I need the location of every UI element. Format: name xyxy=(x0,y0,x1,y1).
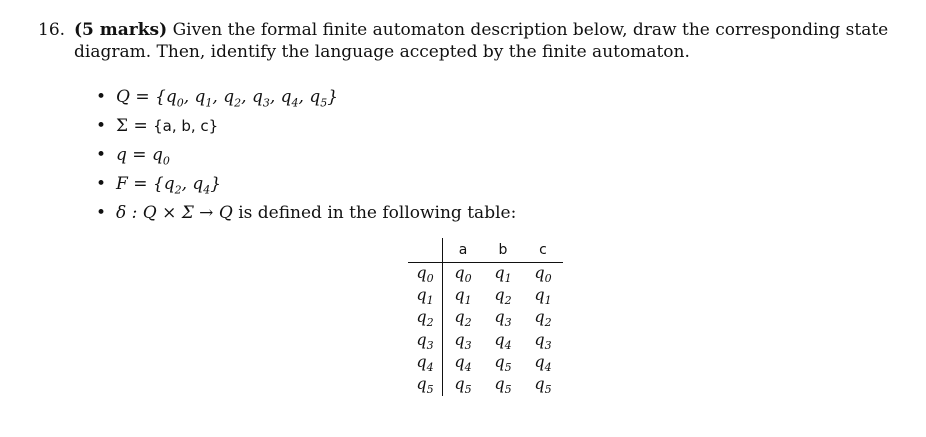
question-marks: (5 marks) xyxy=(74,20,168,40)
definition-item-accept-states xyxy=(96,170,516,199)
state-cell: $q_5$ xyxy=(408,374,443,396)
transition-cell: $q_4$ xyxy=(494,329,512,352)
bullet-icon: • xyxy=(96,145,107,165)
table-corner-cell xyxy=(408,238,443,263)
question-line-1 xyxy=(38,19,898,41)
transition-cell: $q_5$ xyxy=(494,351,512,374)
table-header-row xyxy=(408,238,563,263)
def-op: = xyxy=(135,87,150,107)
transition-cell: $q_1$ xyxy=(494,263,512,286)
transition-cell: $q_5$ xyxy=(454,373,472,397)
symbol-header: a xyxy=(458,242,468,258)
def-lhs: δ : Q × Σ → Q xyxy=(116,203,233,223)
question-text-line-1: Given the formal finite automaton description below, draw the corresponding state xyxy=(172,20,889,40)
symbol-header: b xyxy=(498,242,508,258)
def-rhs: is defined in the following table: xyxy=(238,203,517,223)
question-line-2 xyxy=(38,41,898,63)
state-cell: $q_3$ xyxy=(408,330,443,352)
def-rhs: {a, b, c} xyxy=(153,117,219,135)
def-lhs: q xyxy=(116,145,127,165)
bullet-icon: • xyxy=(96,203,107,223)
state-cell: $q_1$ xyxy=(408,285,443,307)
table-row xyxy=(408,285,563,307)
table-row xyxy=(408,330,563,352)
transition-cell: $q_0$ xyxy=(534,263,552,286)
bullet-icon: • xyxy=(96,116,107,136)
table-row xyxy=(408,307,563,329)
transition-table xyxy=(408,238,563,396)
transition-cell: $q_3$ xyxy=(494,307,512,330)
def-lhs: Σ xyxy=(116,116,129,136)
state-cell: $q_0$ xyxy=(408,263,443,286)
table-row xyxy=(408,374,563,396)
definition-item-start-state xyxy=(96,141,516,170)
transition-cell: $q_3$ xyxy=(534,329,552,352)
transition-cell: $q_1$ xyxy=(534,285,552,308)
state-cell: $q_4$ xyxy=(408,352,443,374)
transition-cell: $q_4$ xyxy=(454,351,472,374)
question-16 xyxy=(38,19,898,63)
def-op: = xyxy=(133,116,148,136)
state-cell: $q_2$ xyxy=(408,307,443,329)
definition-item-alphabet xyxy=(96,112,516,141)
transition-cell: $q_5$ xyxy=(534,373,552,397)
transition-cell: $q_2$ xyxy=(454,307,472,330)
definition-item-states xyxy=(96,83,516,112)
symbol-header: c xyxy=(539,242,547,258)
def-rhs: {$q_2$, $q_4$} xyxy=(152,174,222,197)
def-rhs: {$q_0$, $q_1$, $q_2$, $q_3$, $q_4$, $q_5$} xyxy=(155,87,339,110)
definition-item-transition-function xyxy=(96,199,516,228)
table-row xyxy=(408,352,563,374)
transition-cell: $q_4$ xyxy=(534,351,552,374)
def-lhs: F xyxy=(116,174,128,194)
def-op: = xyxy=(132,145,147,165)
bullet-icon: • xyxy=(96,87,107,107)
transition-cell: $q_2$ xyxy=(494,285,512,308)
table-row xyxy=(408,263,563,286)
transition-cell: $q_5$ xyxy=(494,373,512,397)
transition-cell: $q_1$ xyxy=(454,285,472,308)
def-op: = xyxy=(133,174,148,194)
def-lhs: Q xyxy=(116,87,130,107)
definition-list xyxy=(96,83,516,228)
question-text-line-2: diagram. Then, identify the language accepted by the finite automaton. xyxy=(74,42,690,62)
transition-cell: $q_3$ xyxy=(454,329,472,352)
transition-cell: $q_2$ xyxy=(534,307,552,330)
bullet-icon: • xyxy=(96,174,107,194)
transition-cell: $q_0$ xyxy=(454,263,472,286)
def-rhs: $q_0$ xyxy=(151,145,170,168)
question-number: 16. xyxy=(38,20,66,40)
